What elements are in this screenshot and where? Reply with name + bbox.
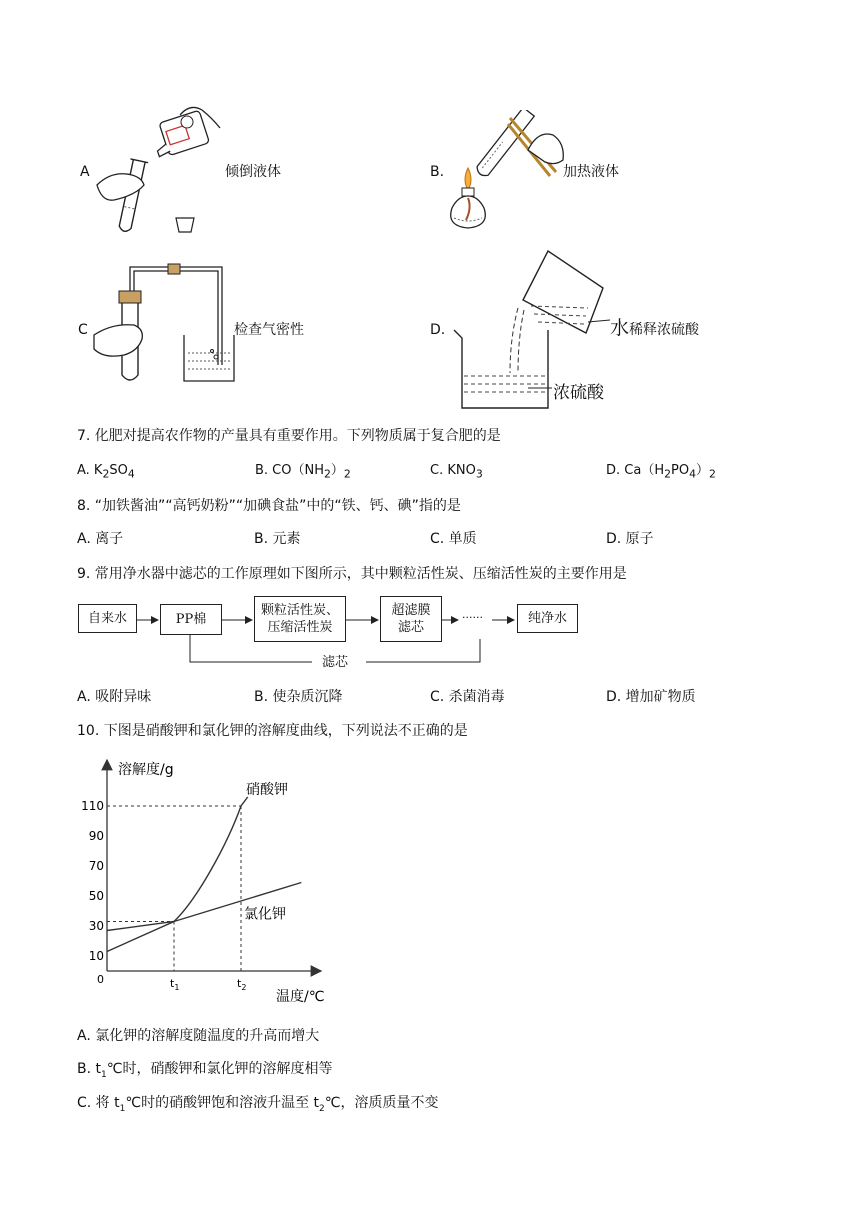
flow-box-activated-carbon: 颗粒活性炭、 压缩活性炭: [254, 596, 346, 642]
q7-option-b: B. $CO(NH_2)_2$: [255, 463, 351, 481]
q10-option-b: B. $t_1℃$时，硝酸钾和氯化钾的溶解度相等: [77, 1061, 333, 1080]
airtightness-illustration: [92, 255, 242, 387]
q7-option-d: D. $Ca(H_2PO_4)_2$: [606, 463, 716, 481]
q9-option-c: C. 杀菌消毒: [430, 689, 505, 705]
flow-box-ultrafiltration: 超滤膜 滤芯: [380, 596, 442, 642]
q8-stem: 8. “加铁酱油”“高钙奶粉”“加碘食盐”中的“铁、钙、碘”指的是: [77, 498, 461, 514]
y-tick-110: 110: [81, 799, 104, 813]
pour-liquid-illustration: [92, 100, 232, 240]
x-tick-t1: $t_1$: [170, 977, 180, 992]
q9-option-b: B. 使杂质沉降: [254, 689, 343, 705]
flow-ellipsis: ······: [462, 611, 483, 624]
series-label-kno3: 硝酸钾: [246, 782, 288, 798]
q7-stem: 7. 化肥对提高农作物的产量具有重要作用。下列物质属于复合肥的是: [77, 428, 501, 444]
q8-option-a: A. 离子: [77, 531, 124, 547]
q9-option-d: D. 增加矿物质: [606, 689, 696, 705]
series-label-kcl: 氯化钾: [244, 906, 286, 923]
flow-bracket-label: 滤芯: [322, 655, 349, 670]
q8-option-d: D. 原子: [606, 531, 654, 547]
q10-stem: 10. 下图是硝酸钾和氯化钾的溶解度曲线，下列说法不正确的是: [77, 723, 468, 739]
flow-box-pure-water: 纯净水: [517, 604, 578, 633]
option-c-letter: C: [78, 322, 88, 338]
x-tick-origin: 0: [97, 973, 104, 986]
x-axis-label: 温度/℃: [276, 989, 325, 1005]
y-tick-labels: [81, 799, 104, 963]
caption-dilute-acid: 稀释浓硫酸: [629, 322, 699, 338]
option-b-letter: B.: [430, 164, 445, 180]
y-tick-50: 50: [88, 889, 104, 903]
q7-option-a: A. $K_2SO_4$: [77, 463, 135, 481]
heat-liquid-illustration: [448, 110, 566, 238]
x-tick-t2: $t_2$: [237, 977, 247, 992]
option-a-letter: A: [80, 164, 90, 180]
y-tick-90: 90: [88, 829, 104, 843]
caption-pour-liquid: 倾倒液体: [225, 164, 281, 180]
flow-box-tap-water: 自来水: [78, 604, 137, 633]
option-d-letter: D.: [430, 322, 446, 338]
q9-stem: 9. 常用净水器中滤芯的工作原理如下图所示，其中颗粒活性炭、压缩活性炭的主要作用是: [77, 566, 627, 582]
q10-option-a: A. 氯化钾的溶解度随温度的升高而增大: [77, 1028, 320, 1044]
guide-lines: [107, 806, 241, 971]
q10-option-c: C. 将 $t_1℃$时的硝酸钾饱和溶液升温至 $t_2℃$，溶质质量不变: [77, 1095, 439, 1114]
caption-heat-liquid: 加热液体: [563, 164, 619, 180]
y-tick-30: 30: [88, 919, 104, 933]
series-curves: [107, 797, 301, 952]
acid-label: 浓硫酸: [553, 383, 604, 403]
caption-check-airtightness: 检查气密性: [234, 322, 304, 338]
y-axis-label: 溶解度/g: [118, 762, 174, 778]
q7-option-c: C. $KNO_3$: [430, 463, 483, 481]
flow-box-pp-cotton: PP棉: [160, 604, 222, 635]
water-label: 水: [610, 317, 630, 339]
y-tick-10: 10: [88, 949, 104, 963]
y-tick-70: 70: [88, 859, 104, 873]
solubility-chart: [78, 752, 348, 1010]
q9-option-a: A. 吸附异味: [77, 689, 152, 705]
q8-option-b: B. 元素: [254, 531, 301, 547]
q8-option-c: C. 单质: [430, 531, 477, 547]
